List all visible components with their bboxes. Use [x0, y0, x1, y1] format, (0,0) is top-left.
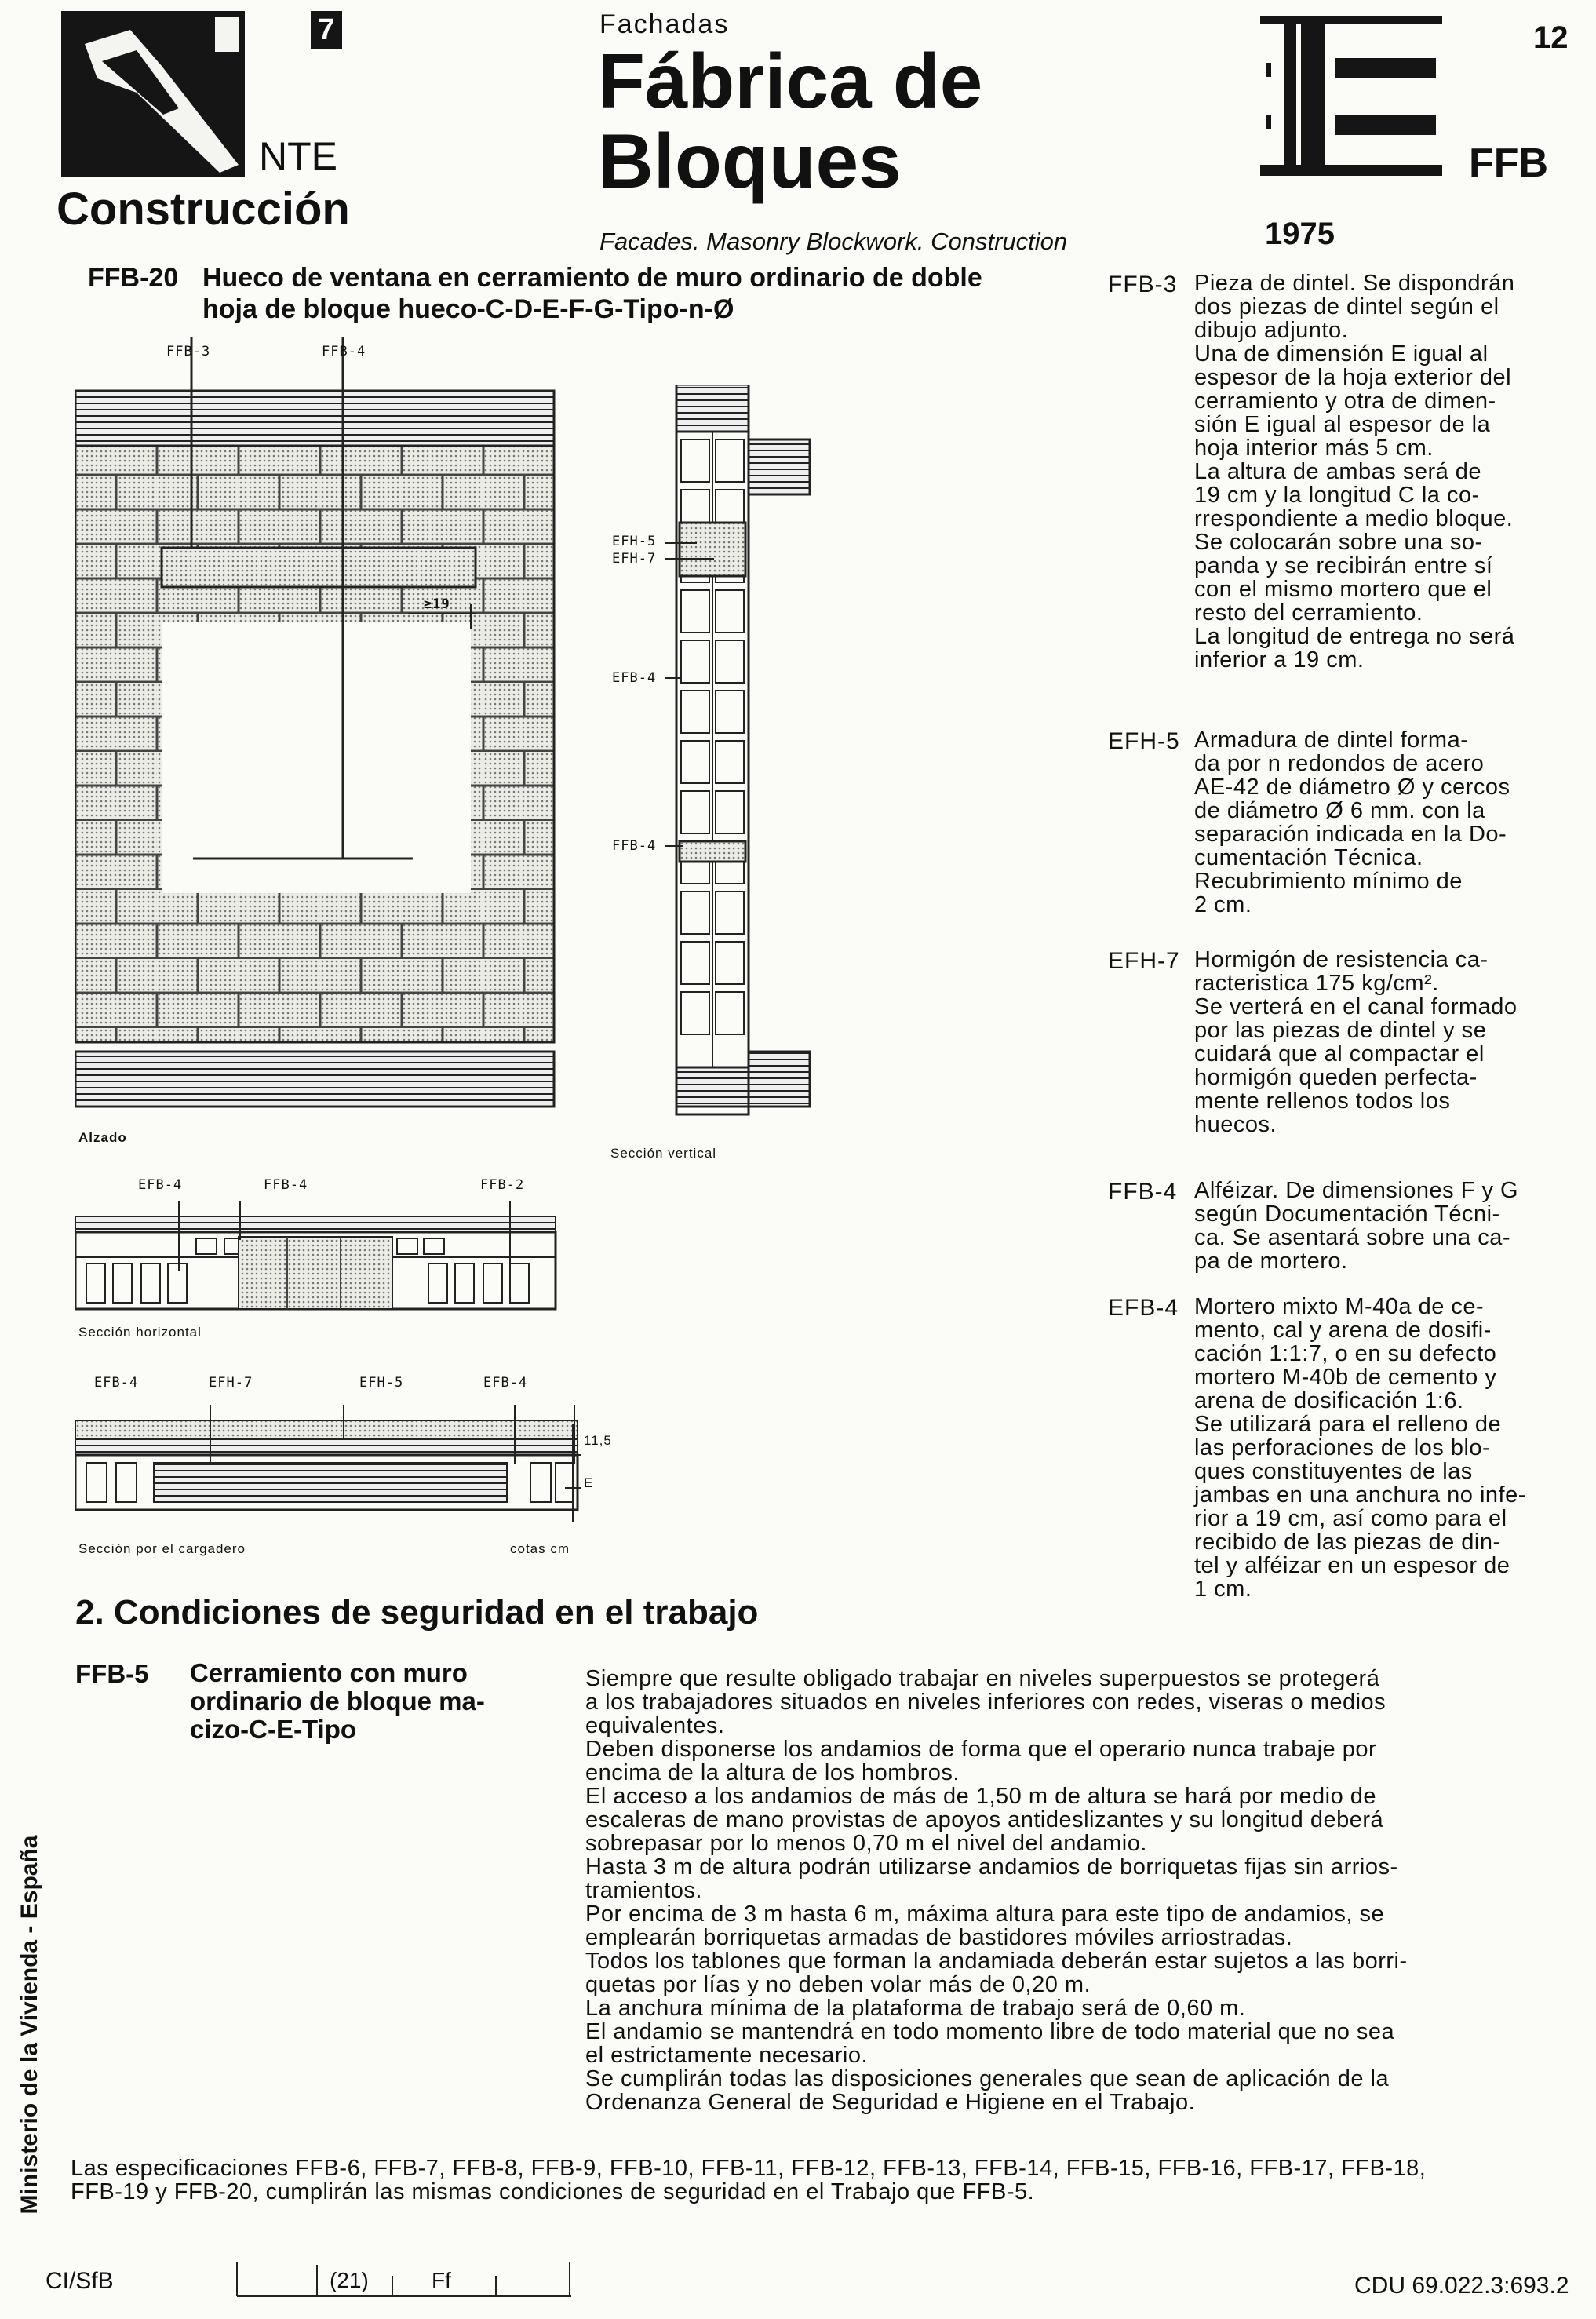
figure-heading-line-1: Hueco de ventana en cerramiento de muro ordinario de doble	[202, 263, 982, 293]
section-2-heading: 2. Condiciones de seguridad en el trabajo	[75, 1593, 759, 1632]
spec-line: ques constituyentes de las	[1194, 1459, 1473, 1484]
closing-line: FFB-19 y FFB-20, cumplirán las mismas condiciones de seguridad en el Trabajo que FFB-5.	[71, 2179, 1035, 2204]
safety-line: El andamio se mantendrá en todo momento libre de todo material que no sea	[585, 2019, 1395, 2044]
reinforcement-bars	[154, 1463, 507, 1502]
safety-paragraph	[585, 1667, 1558, 2114]
cdu-label: CDU 69.022.3:693.2	[1354, 2273, 1569, 2299]
subtitle-english: Facades. Masonry Blockwork. Construction	[599, 228, 1068, 255]
spec-line: separación indicada en la Do-	[1194, 822, 1507, 847]
safety-line: tramientos.	[585, 1878, 702, 1903]
spec-line: 2 cm.	[1194, 892, 1252, 917]
figure-heading-line-2: hoja de bloque hueco-C-D-E-F-G-Tipo-n-Ø	[202, 294, 734, 324]
vertical-sill	[680, 841, 745, 862]
spec-line: tel y alféizar en un espesor de	[1194, 1553, 1510, 1578]
safety-title-line: ordinario de bloque ma-	[190, 1686, 485, 1716]
safety-line: encima de la altura de los hombros.	[585, 1760, 960, 1785]
figure-heading-code: FFB-20	[88, 263, 179, 293]
series-number: 7	[311, 11, 342, 49]
classification-box-frame	[235, 2260, 573, 2298]
code-label: FFB	[1469, 140, 1549, 186]
cisfb-label: CI/SfB	[46, 2268, 114, 2294]
spec-description	[1194, 728, 1579, 917]
spec-line: sión E igual al espesor de la	[1194, 412, 1491, 437]
spec-line: cerramiento y otra de dimen-	[1194, 388, 1496, 414]
spec-line: por las piezas de dintel y se	[1194, 1018, 1487, 1043]
spec-line: mortero M-40b de cemento y	[1194, 1365, 1497, 1390]
cargadero-callout-4: EFB-4	[483, 1375, 528, 1391]
spec-line: jambas en una anchura no infe-	[1194, 1482, 1526, 1508]
spec-line: Mortero mixto M-40a de ce-	[1194, 1294, 1485, 1319]
safety-line: Se cumplirán todas las disposiciones generales que sean de aplicación de la	[585, 2066, 1390, 2091]
safety-line: Siempre que resulte obligado trabajar en niveles superpuestos se protegerá	[585, 1666, 1380, 1691]
vertical-callout-2: EFH-7	[612, 551, 657, 567]
safety-title-line: cizo-C-E-Tipo	[190, 1715, 357, 1744]
cotas-units: cotas cm	[510, 1541, 570, 1556]
spec-code: EFB-4	[1108, 1295, 1179, 1321]
spec-line: 1 cm.	[1194, 1577, 1252, 1602]
spec-line: 19 cm y la longitud C la co-	[1194, 483, 1480, 508]
safety-line: Hasta 3 m de altura podrán utilizarse andamios de borriquetas fijas sin arrios-	[585, 1854, 1398, 1880]
spec-line: arena de dosificación 1:6.	[1194, 1388, 1464, 1413]
alzado-drawing	[75, 337, 562, 1138]
safety-line: el estrictamente necesario.	[585, 2043, 869, 2068]
vertical-lintel	[680, 523, 745, 576]
spec-line: inferior a 19 cm.	[1194, 647, 1365, 673]
spec-line: resto del cerramiento.	[1194, 600, 1423, 625]
safety-line: emplearán borriquetas armadas de bastidores móviles arriostradas.	[585, 1925, 1293, 1950]
spec-line: Se utilizará para el relleno de	[1194, 1412, 1502, 1437]
spec-line: pa de mortero.	[1194, 1249, 1348, 1274]
year-label: 1975	[1265, 217, 1335, 251]
spec-line: Pieza de dintel. Se dispondrán	[1194, 271, 1515, 296]
spec-line: huecos.	[1194, 1112, 1277, 1137]
safety-line: quetas por lías y no deben volar más de 0,20 m.	[585, 1972, 1091, 1997]
safety-line: equivalentes.	[585, 1713, 725, 1738]
nte-label: NTE	[259, 134, 337, 178]
spec-line: La longitud de entrega no será	[1194, 624, 1515, 649]
spec-code: FFB-3	[1108, 272, 1178, 297]
cargadero-dim-1: 11,5	[584, 1433, 612, 1448]
spec-line: ca. Se asentará sobre una ca-	[1194, 1225, 1511, 1250]
safety-line: El acceso a los andamios de más de 1,50 m de altura se hará por medio de	[585, 1784, 1377, 1809]
spec-line: Alféizar. De dimensiones F y G	[1194, 1178, 1519, 1203]
spec-description	[1194, 1179, 1579, 1273]
seccion-vertical-drawing	[604, 385, 840, 1130]
vertical-callout-3: EFB-4	[612, 670, 657, 686]
safety-title-line: Cerramiento con muro	[190, 1658, 468, 1687]
safety-line: Todos los tablones que forman la andamiada deberán estar sujetos a las borri-	[585, 1949, 1408, 1974]
spec-code: EFH-5	[1108, 728, 1180, 754]
window-opening	[162, 622, 471, 893]
classification-box-2: Ff	[432, 2268, 451, 2292]
spec-line: recibido de las piezas de din-	[1194, 1530, 1501, 1555]
vertical-callout-4: FFB-4	[612, 838, 657, 854]
spec-line: rrespondiente a medio bloque.	[1194, 506, 1514, 531]
spec-line: Una de dimensión E igual al	[1194, 341, 1489, 366]
page-number: 12	[1533, 20, 1569, 55]
closing-line: Las especificaciones FFB-6, FFB-7, FFB-8, FFB-9, FFB-10, FFB-11, FFB-12, FFB-13, FFB-14, FFB-15, FFB-16, FFB-17, FFB-18,	[71, 2156, 1427, 2181]
spec-description	[1194, 1295, 1579, 1601]
spec-line: racteristica 175 kg/cm².	[1194, 971, 1439, 996]
cargadero-callout-2: EFH-7	[209, 1375, 253, 1391]
ie-emblem-icon	[1260, 11, 1442, 177]
spec-line: rior a 19 cm, así como para el	[1194, 1506, 1507, 1531]
title-line-1: Fábrica de	[598, 38, 983, 124]
safety-line: Por encima de 3 m hasta 6 m, máxima altura para este tipo de andamios, se	[585, 1902, 1385, 1927]
sill-block	[239, 1237, 392, 1309]
ie-logo	[1260, 11, 1442, 177]
safety-spec-title	[190, 1659, 485, 1744]
cargadero-dim-2: E	[584, 1475, 594, 1490]
spec-description	[1194, 272, 1579, 672]
ministry-sidebar: Ministerio de la Vivienda - España	[16, 1835, 42, 2215]
spec-line: mente rellenos todos los	[1194, 1088, 1451, 1114]
spec-line: Armadura de dintel forma-	[1194, 727, 1469, 753]
safety-line: a los trabajadores situados en niveles inferiores con redes, viseras o medios	[585, 1690, 1386, 1715]
closing-paragraph	[71, 2157, 1561, 2204]
spec-line: cación 1:1:7, o en su defecto	[1194, 1341, 1497, 1366]
seccion-horizontal-label: Sección horizontal	[78, 1325, 202, 1340]
spec-line: dos piezas de dintel según el	[1194, 294, 1499, 319]
spec-line: Se verterá en el canal formado	[1194, 994, 1518, 1019]
alzado-label: Alzado	[78, 1130, 127, 1145]
section-label: Fachadas	[599, 9, 730, 39]
spec-line: espesor de la hoja exterior del	[1194, 365, 1512, 390]
seccion-cargadero-label: Sección por el cargadero	[78, 1541, 246, 1556]
nte-logo	[61, 11, 245, 177]
safety-line: La anchura mínima de la plataforma de trabajo será de 0,60 m.	[585, 1996, 1246, 2021]
spec-line: AE-42 de diámetro Ø y cercos	[1194, 775, 1510, 800]
alzado-dimension: ≥19	[424, 596, 450, 612]
seccion-cargadero-drawing	[75, 1405, 625, 1522]
seccion-horizontal-drawing	[75, 1201, 570, 1311]
spec-line: las perforaciones de los blo-	[1194, 1435, 1491, 1460]
figure-heading	[88, 262, 1108, 325]
seccion-vertical-label: Sección vertical	[610, 1146, 717, 1161]
spec-line: cuidará que al compactar el	[1194, 1041, 1485, 1067]
horizontal-callout-1: EFB-4	[138, 1177, 183, 1193]
lintel	[162, 548, 476, 587]
safety-line: sobrepasar por lo menos 0,70 m el nivel del andamio.	[585, 1831, 1147, 1856]
spec-line: hoja interior más 5 cm.	[1194, 436, 1434, 461]
safety-spec-code: FFB-5	[75, 1659, 149, 1688]
spec-code: FFB-4	[1108, 1179, 1178, 1205]
horizontal-callout-3: FFB-2	[480, 1177, 525, 1193]
classification-boxes	[235, 2260, 573, 2298]
spec-line: cumentación Técnica.	[1194, 845, 1423, 870]
spec-description	[1194, 948, 1579, 1136]
spec-line: dibujo adjunto.	[1194, 318, 1349, 343]
spec-line: Hormigón de resistencia ca-	[1194, 947, 1489, 972]
cargadero-callout-3: EFH-5	[359, 1375, 404, 1391]
spec-line: hormigón queden perfecta-	[1194, 1065, 1478, 1090]
spec-line: da por n redondos de acero	[1194, 751, 1485, 776]
spec-line: según Documentación Técni-	[1194, 1201, 1500, 1227]
vertical-callout-1: EFH-5	[612, 534, 657, 549]
construccion-label: Construcción	[56, 184, 350, 235]
safety-line: Deben disponerse los andamios de forma que el operario nunca trabaje por	[585, 1737, 1377, 1762]
horizontal-callout-2: FFB-4	[264, 1177, 308, 1193]
document-title	[598, 38, 983, 204]
classification-box-1: (21)	[330, 2268, 369, 2292]
cargadero-callout-1: EFB-4	[94, 1375, 139, 1391]
safety-line: escaleras de mano provistas de apoyos antideslizantes y su longitud deberá	[585, 1807, 1384, 1832]
safety-line: Ordenanza General de Seguridad e Higiene en el Trabajo.	[585, 2090, 1196, 2115]
spec-code: EFH-7	[1108, 948, 1180, 974]
spec-line: con el mismo mortero que el	[1194, 577, 1492, 602]
trowel-icon	[61, 11, 245, 177]
alzado-callout-1: FFB-3	[166, 344, 211, 359]
spec-line: Recubrimiento mínimo de	[1194, 869, 1463, 894]
spec-line: panda y se recibirán entre sí	[1194, 553, 1493, 578]
title-line-2: Bloques	[598, 118, 902, 204]
alzado-callout-2: FFB-4	[322, 344, 366, 359]
spec-line: La altura de ambas será de	[1194, 459, 1482, 484]
spec-line: mento, cal y arena de dosifi-	[1194, 1318, 1492, 1343]
spec-line: de diámetro Ø 6 mm. con la	[1194, 798, 1485, 823]
spec-line: Se colocarán sobre una so-	[1194, 530, 1483, 555]
